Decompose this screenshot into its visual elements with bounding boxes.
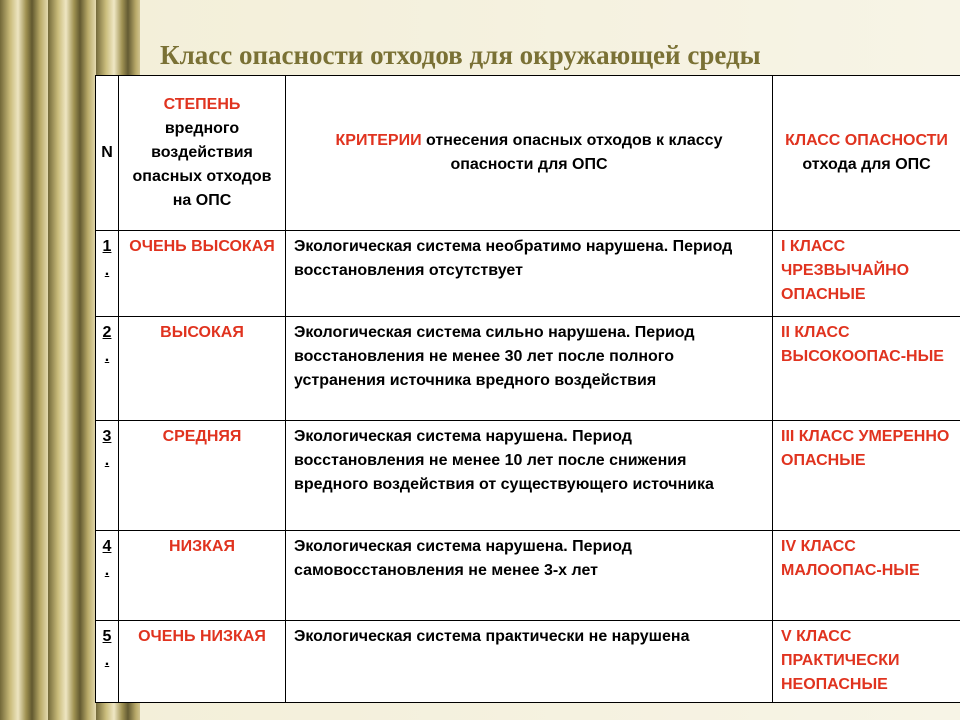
row-class: IV КЛАСС МАЛООПАС-НЫЕ	[773, 531, 960, 621]
row-number-value: 1	[102, 238, 112, 255]
header-degree-red: СТЕПЕНЬ	[163, 96, 241, 113]
header-class-red: КЛАСС ОПАСНОСТИ	[785, 132, 948, 149]
table-row	[96, 421, 960, 531]
row-number-value: 2	[102, 324, 112, 341]
row-number	[96, 231, 119, 317]
row-number-dot: .	[104, 452, 110, 469]
row-number	[96, 421, 119, 531]
row-degree: НИЗКАЯ	[119, 531, 286, 621]
row-number-dot: .	[104, 652, 110, 669]
header-degree	[119, 76, 286, 231]
header-criteria-rest: отнесения опасных отходов к классу опасности для ОПС	[421, 132, 723, 173]
row-number	[96, 317, 119, 421]
row-criteria: Экологическая система нарушена. Период восстановления не менее 10 лет после снижения вредного воздействия от существующего источника	[286, 421, 773, 531]
row-criteria: Экологическая система нарушена. Период самовосстановления не менее 3-х лет	[286, 531, 773, 621]
row-number-value: 5	[102, 628, 112, 645]
table-header-row	[96, 76, 960, 231]
row-number	[96, 531, 119, 621]
row-number-value: 3	[102, 428, 112, 445]
table-row	[96, 317, 960, 421]
row-degree: ВЫСОКАЯ	[119, 317, 286, 421]
header-degree-rest: вредного воздействия опасных отходов на ОПС	[132, 120, 272, 209]
row-criteria: Экологическая система практически не нарушена	[286, 621, 773, 703]
header-class	[773, 76, 960, 231]
row-number	[96, 621, 119, 703]
row-degree: ОЧЕНЬ ВЫСОКАЯ	[119, 231, 286, 317]
row-number-dot: .	[104, 348, 110, 365]
row-class: II КЛАСС ВЫСОКООПАС-НЫЕ	[773, 317, 960, 421]
table-row	[96, 531, 960, 621]
page-title: Класс опасности отходов для окружающей среды	[160, 40, 761, 70]
row-number-value: 4	[102, 538, 112, 555]
header-number: N	[96, 76, 119, 231]
row-criteria: Экологическая система необратимо нарушена. Период восстановления отсутствует	[286, 231, 773, 317]
row-number-dot: .	[104, 562, 110, 579]
hazard-class-table	[95, 75, 960, 703]
row-degree: СРЕДНЯЯ	[119, 421, 286, 531]
table-row	[96, 231, 960, 317]
table-row	[96, 621, 960, 703]
header-criteria	[286, 76, 773, 231]
row-class: I КЛАСС ЧРЕЗВЫЧАЙНО ОПАСНЫЕ	[773, 231, 960, 317]
header-class-rest: отхода для ОПС	[802, 156, 931, 173]
row-number-dot: .	[104, 262, 110, 279]
row-degree: ОЧЕНЬ НИЗКАЯ	[119, 621, 286, 703]
row-class: V КЛАСС ПРАКТИЧЕСКИ НЕОПАСНЫЕ	[773, 621, 960, 703]
row-class: III КЛАСС УМЕРЕННО ОПАСНЫЕ	[773, 421, 960, 531]
header-criteria-red: КРИТЕРИИ	[335, 132, 422, 149]
row-criteria: Экологическая система сильно нарушена. Период восстановления не менее 30 лет после полного устранения источника вредного воздействия	[286, 317, 773, 421]
